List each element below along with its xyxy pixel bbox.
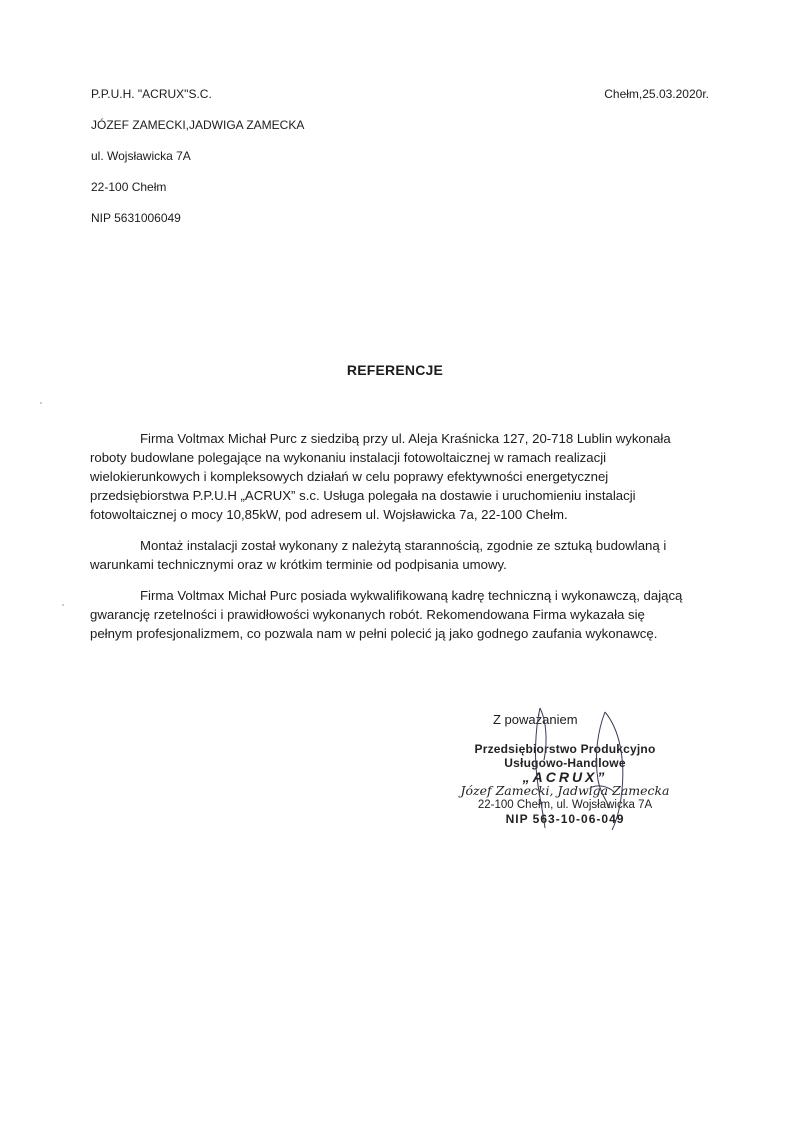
sender-city: 22-100 Chełm	[91, 180, 167, 194]
company-stamp	[440, 742, 690, 826]
stamp-line-5: 22-100 Chełm, ul. Wojsławicka 7A	[477, 799, 653, 811]
sender-company: P.P.U.H. "ACRUX"S.C.	[91, 87, 212, 101]
stamp-line-4: Józef Zamecki, Jadwiga Zamecka	[460, 783, 670, 798]
sender-block	[91, 88, 304, 243]
scan-speck	[62, 604, 64, 606]
stamp-line-3: „ACRUX”	[522, 769, 608, 785]
stamp-line-6: NIP 563-10-06-049	[505, 812, 625, 826]
scan-speck	[40, 402, 42, 404]
stamp-line-1: Przedsiębiorstwo Produkcyjno	[474, 742, 656, 756]
paragraph-2: Montaż instalacji został wykonany z należytą starannością, zgodnie ze sztuką budowlaną i warunkami technicznymi oraz w krótkim terminie od podpisania umowy.	[90, 538, 667, 572]
sender-street: ul. Wojsławicka 7A	[91, 149, 191, 163]
stamp-line-2: Usługowo-Handlowe	[504, 756, 626, 770]
sender-nip: NIP 5631006049	[91, 211, 181, 225]
paragraph-1: Firma Voltmax Michał Purc z siedzibą przy ul. Aleja Kraśnicka 127, 20-718 Lublin wykonała roboty budowlane polegające na wykonaniu instalacji fotowoltaicznej w ramach realizacji wielokierunkowych i kompleksowych działań w celu poprawy efektywności energetycznej przedsiębiorstwa P.P.U.H „ACRUX” s.c. Usługa polegała na dostawie i uruchomieniu instalacji fotowoltaicznej o mocy 10,85kW, pod adresem ul. Wojsławicka 7a, 22-100 Chełm.	[90, 431, 671, 522]
closing-phrase: Z poważaniem	[493, 712, 578, 727]
sender-owners: JÓZEF ZAMECKI,JADWIGA ZAMECKA	[91, 118, 305, 132]
document-date: Chełm,25.03.2020r.	[604, 87, 709, 101]
paragraph-3: Firma Voltmax Michał Purc posiada wykwalifikowaną kadrę techniczną i wykonawczą, dającą gwarancję rzetelności i prawidłowości wykonanych robót. Rekomendowana Firma wykazała się pełnym profesjonalizmem, co pozwala nam w pełni polecić ją jako godnego zaufania wykonawcę.	[90, 588, 683, 641]
document-body	[90, 429, 690, 655]
document-title: REFERENCJE	[346, 362, 444, 378]
